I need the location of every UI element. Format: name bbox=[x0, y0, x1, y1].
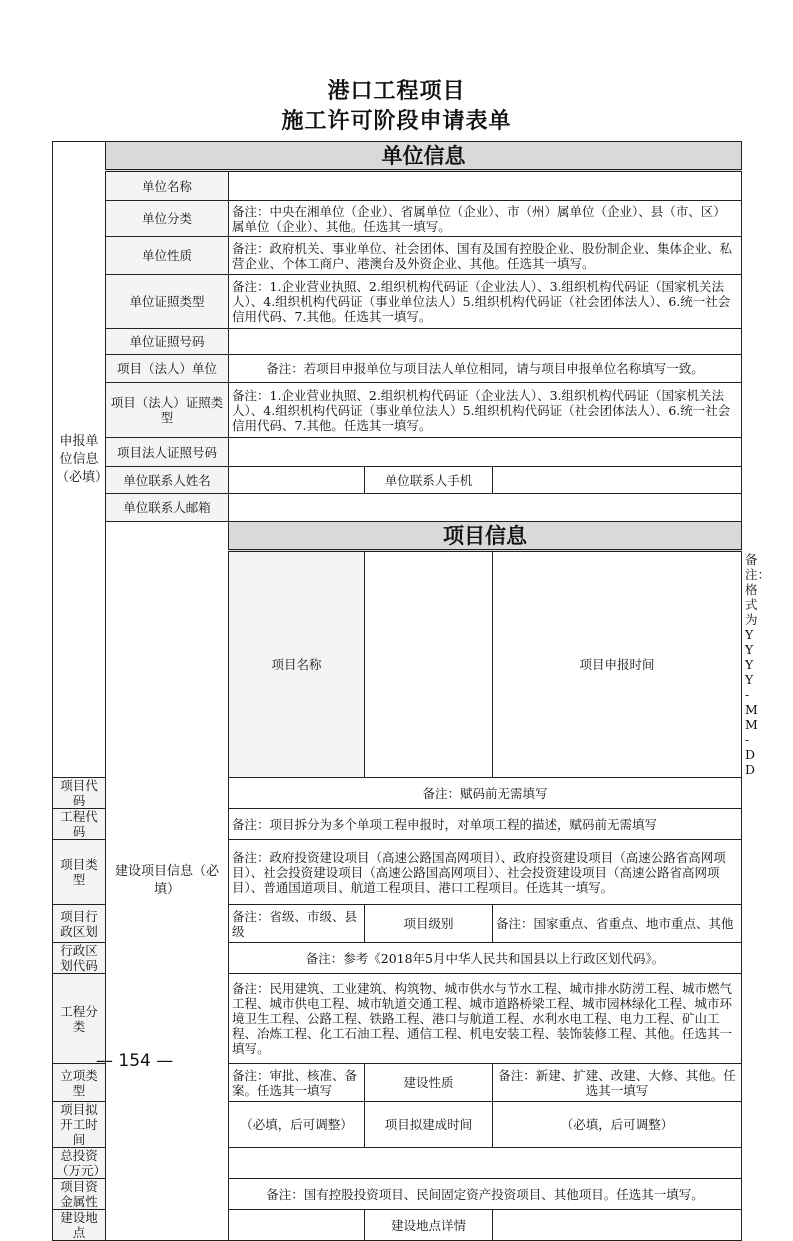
contact-name-field[interactable] bbox=[229, 467, 365, 494]
project-code-label: 项目代码 bbox=[53, 778, 106, 809]
project-name-label: 项目名称 bbox=[229, 551, 365, 778]
site-label: 建设地点 bbox=[53, 1210, 106, 1241]
unit-side-label: 申报单位信息（必填） bbox=[53, 142, 106, 778]
unit-nature-note[interactable]: 备注：政府机关、事业单位、社会团体、国有及国有控股企业、股份制企业、集体企业、私营企业、个体工商户、港澳台及外资企业、其他。任选其一填写。 bbox=[229, 237, 742, 275]
legal-unit-label: 项目（法人）单位 bbox=[106, 355, 229, 383]
region-code-note[interactable]: 备注：参考《2018年5月中华人民共和国县以上行政区划代码》。 bbox=[229, 943, 742, 974]
unit-nature-label: 单位性质 bbox=[106, 237, 229, 275]
admin-region-note[interactable]: 备注：省级、市级、县级 bbox=[229, 905, 365, 943]
eng-code-note[interactable]: 备注：项目拆分为多个单项工程申报时，对单项工程的描述，赋码前无需填写 bbox=[229, 809, 742, 840]
site-field[interactable] bbox=[229, 1210, 365, 1241]
unit-name-field[interactable] bbox=[229, 171, 742, 201]
page-number: — 154 — bbox=[96, 1051, 174, 1071]
unit-license-no-field[interactable] bbox=[229, 329, 742, 355]
project-level-note[interactable]: 备注：国家重点、省重点、地市重点、其他 bbox=[493, 905, 742, 943]
unit-license-no-label: 单位证照号码 bbox=[106, 329, 229, 355]
unit-name-label: 单位名称 bbox=[106, 171, 229, 201]
total-invest-label: 总投资（万元） bbox=[53, 1148, 106, 1179]
finish-time-label: 项目拟建成时间 bbox=[365, 1102, 493, 1148]
region-code-label: 行政区划代码 bbox=[53, 943, 106, 974]
contact-email-label: 单位联系人邮箱 bbox=[106, 494, 229, 522]
admin-region-label: 项目行政区划 bbox=[53, 905, 106, 943]
form-title: 港口工程项目 bbox=[327, 78, 466, 104]
legal-license-no-field[interactable] bbox=[229, 438, 742, 467]
project-level-label: 项目级别 bbox=[365, 905, 493, 943]
contact-phone-label: 单位联系人手机 bbox=[365, 467, 493, 494]
project-type-label: 项目类型 bbox=[53, 840, 106, 905]
build-nature-label: 建设性质 bbox=[365, 1064, 493, 1102]
fund-attr-note[interactable]: 备注：国有控股投资项目、民间固定资产投资项目、其他项目。任选其一填写。 bbox=[229, 1179, 742, 1210]
contact-name-label: 单位联系人姓名 bbox=[106, 467, 229, 494]
form-subtitle: 施工许可阶段申请表单 bbox=[281, 108, 512, 134]
fund-attr-label: 项目资金属性 bbox=[53, 1179, 106, 1210]
unit-license-type-note[interactable]: 备注：1.企业营业执照、2.组织机构代码证（企业法人）、3.组织机构代码证（国家机关法人）、4.组织机构代码证（事业单位法人）5.组织机构代码证（社会团体法人）、6.统一社会信用代码、7.其他。任选其一填写。 bbox=[229, 275, 742, 329]
application-form-table: 申报单位信息（必填） 单位信息 单位名称 单位分类 备注：中央在湘单位（企业）、省属单位（企业）、市（州）属单位（企业）、县（市、区）属单位（企业）、其他。任选其一填写。 单位性质 备注：政府机关、事业单位、社会团体、国有及国有控股企业、股份制企业、集体企业、私营企业、个体工商户、港澳台及外资企业、其他。任选其一填写。 单位证照类型 备注：1.企业营业执照、2.组织机构代码证（企业法人）、3.组织机构代码证（国家机关法人）、4.组织机构代码证（事业单位法人）5.组织机构代码证（社会团体法人）、6.统一社会信用代码、7.其他。任选其一填写。 单位证照号码 项目（法人）单位 备注：若项目申报单位与项目法人单位相同，请与项目申报单位名称填写一致。 项目（法人）证照类型 备注：1.企业营业执照、2.组织机构代码证（企业法人）、3.组织机构代码证（国家机关法人）、4.组织机构代码证（事业单位法人）5.组织机构代码证（社会团体法人）、6.统一社会信用代码、7.其他。任选其一填写。 项目法人证照号码 单位联系人姓名 单位联系人手机 单位联系人邮箱 建设项目信息（必填） 项目信息 项目名称 项目申报时间 备注：格式为YYYY-MM-DD 项目代码 备注：赋码前无需填写 工程代码 备注：项目拆分为多个单项工程申报时，对单项工程的描述，赋码前无需填写 项目类型 备注：政府投资建设项目（高速公路国高网项目）、政府投资建设项目（高速公路省高网项目）、社会投资建设项目（高速公路国高网项目）、社会投资建设项目（高速公路省高网项目）、普通国道项目、航道工程项目、港口工程项目。任选其一填写。 项目行政区划 备注：省级、市级、县级 项目级别 备注：国家重点、省重点、地市重点、其他 行政区划代码 备注：参考《2018年5月中华人民共和国县以上行政区划代码》。 工程分类 备注：民用建筑、工业建筑、构筑物、城市供水与节水工程、城市排水防涝工程、城市燃气工程、城市供电工程、城市轨道交通工程、城市道路桥梁工程、城市园林绿化工程、城市环境卫生工程、公路工程、铁路工程、港口与航道工程、水利水电工程、电力工程、矿山工程、冶炼工程、化工石油工程、通信工程、机电安装工程、装饰装修工程、其他。任选其一填写。 立项类型 备注：审批、核准、备案。任选其一填写 建设性质 备注：新建、扩建、改建、大修、其他。任选其一填写 项目拟开工时间 （必填，后可调整） 项目拟建成时间 （必填，后可调整） 总投资（万元） 项目资金属性 备注：国有控股投资项目、民间固定资产投资项目、其他项目。任选其一填写。 建设地点 建设地点详情 bbox=[52, 141, 742, 1241]
site-detail-field[interactable] bbox=[493, 1210, 742, 1241]
start-time-note[interactable]: （必填，后可调整） bbox=[229, 1102, 365, 1148]
legal-license-type-label: 项目（法人）证照类型 bbox=[106, 383, 229, 438]
finish-time-note[interactable]: （必填，后可调整） bbox=[493, 1102, 742, 1148]
contact-phone-field[interactable] bbox=[493, 467, 742, 494]
build-nature-note[interactable]: 备注：新建、扩建、改建、大修、其他。任选其一填写 bbox=[493, 1064, 742, 1102]
eng-code-label: 工程代码 bbox=[53, 809, 106, 840]
approval-type-label: 立项类型 bbox=[53, 1064, 106, 1102]
project-name-field[interactable] bbox=[365, 551, 493, 778]
unit-license-type-label: 单位证照类型 bbox=[106, 275, 229, 329]
legal-license-no-label: 项目法人证照号码 bbox=[106, 438, 229, 467]
project-type-note[interactable]: 备注：政府投资建设项目（高速公路国高网项目）、政府投资建设项目（高速公路省高网项目）、社会投资建设项目（高速公路国高网项目）、社会投资建设项目（高速公路省高网项目）、普通国道项目、航道工程项目、港口工程项目。任选其一填写。 bbox=[229, 840, 742, 905]
project-code-note[interactable]: 备注：赋码前无需填写 bbox=[229, 778, 742, 809]
unit-section-title: 单位信息 bbox=[106, 142, 742, 171]
eng-category-label: 工程分类 bbox=[53, 974, 106, 1064]
legal-license-type-note[interactable]: 备注：1.企业营业执照、2.组织机构代码证（企业法人）、3.组织机构代码证（国家机关法人）、4.组织机构代码证（事业单位法人）5.组织机构代码证（社会团体法人）、6.统一社会信用代码、7.其他。任选其一填写。 bbox=[229, 383, 742, 438]
eng-category-note[interactable]: 备注：民用建筑、工业建筑、构筑物、城市供水与节水工程、城市排水防涝工程、城市燃气工程、城市供电工程、城市轨道交通工程、城市道路桥梁工程、城市园林绿化工程、城市环境卫生工程、公路工程、铁路工程、港口与航道工程、水利水电工程、电力工程、矿山工程、冶炼工程、化工石油工程、通信工程、机电安装工程、装饰装修工程、其他。任选其一填写。 bbox=[229, 974, 742, 1064]
project-side-label: 建设项目信息（必填） bbox=[106, 522, 229, 1241]
total-invest-field[interactable] bbox=[229, 1148, 742, 1179]
start-time-label: 项目拟开工时间 bbox=[53, 1102, 106, 1148]
declare-time-label: 项目申报时间 bbox=[493, 551, 742, 778]
unit-category-label: 单位分类 bbox=[106, 201, 229, 237]
legal-unit-note[interactable]: 备注：若项目申报单位与项目法人单位相同，请与项目申报单位名称填写一致。 bbox=[229, 355, 742, 383]
unit-category-note[interactable]: 备注：中央在湘单位（企业）、省属单位（企业）、市（州）属单位（企业）、县（市、区）属单位（企业）、其他。任选其一填写。 bbox=[229, 201, 742, 237]
site-detail-label: 建设地点详情 bbox=[365, 1210, 493, 1241]
contact-email-field[interactable] bbox=[229, 494, 742, 522]
project-section-title: 项目信息 bbox=[229, 522, 742, 551]
approval-type-note[interactable]: 备注：审批、核准、备案。任选其一填写 bbox=[229, 1064, 365, 1102]
